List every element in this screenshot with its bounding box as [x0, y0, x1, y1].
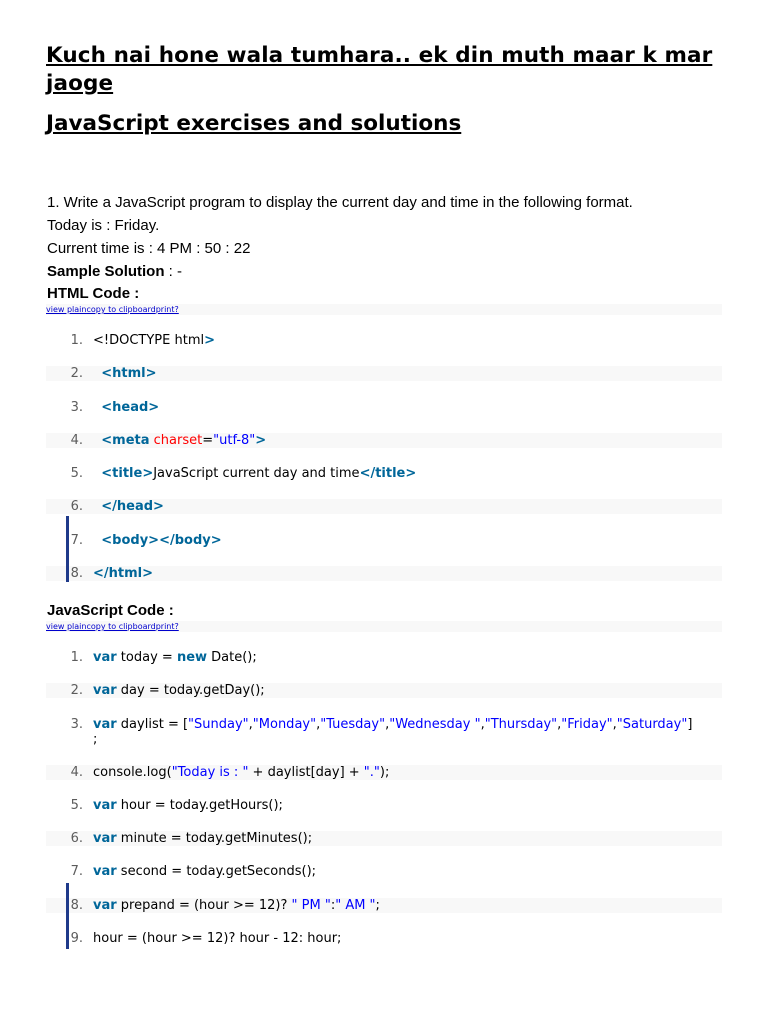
tag-html: <html> — [101, 366, 157, 382]
keyword: new — [176, 650, 208, 665]
line-number: 4. — [70, 432, 83, 448]
string-literal: " AM " — [335, 897, 376, 913]
string-literal: "Thursday" — [484, 716, 558, 732]
problem-example-day: Today is : Friday. — [47, 217, 160, 234]
line-number: 6. — [70, 831, 83, 847]
keyword: var — [93, 864, 117, 880]
line-number: 8. — [70, 566, 83, 582]
string-literal: "Monday" — [252, 716, 317, 732]
code-text: prepand = (hour >= 12)? — [116, 897, 292, 913]
tag-body: <body></body> — [101, 532, 222, 548]
comma: , — [557, 716, 562, 732]
code-text: ; — [375, 897, 380, 913]
string-literal: "Friday" — [561, 716, 613, 732]
code-line — [46, 499, 722, 514]
js-code-label: JavaScript Code : — [47, 602, 174, 619]
code-line — [46, 864, 722, 879]
string-literal: " PM " — [291, 897, 331, 913]
comma: , — [612, 716, 617, 732]
html-code-label: HTML Code : — [47, 285, 140, 302]
line-number: 1. — [70, 650, 83, 665]
string-literal: "Tuesday" — [320, 716, 386, 732]
tag-head-close: </head> — [101, 499, 164, 515]
code-line — [46, 931, 722, 946]
print-link[interactable]: print — [155, 622, 175, 631]
problem-statement: 1. Write a JavaScript program to display the current day and time in the following format. — [47, 194, 633, 211]
code-line — [46, 400, 722, 415]
code-text: : — [330, 897, 336, 913]
string-literal: "Today is : " — [171, 764, 249, 780]
line-number: 5. — [70, 466, 83, 482]
line-number: 2. — [70, 683, 83, 699]
sample-solution-suffix: : - — [164, 263, 183, 280]
string-literal: "Sunday" — [188, 716, 249, 732]
tag-close: > — [204, 333, 216, 348]
print-link[interactable]: print — [155, 305, 175, 314]
code-line — [46, 466, 722, 481]
line-number: 3. — [70, 399, 83, 415]
code-line — [46, 650, 722, 665]
keyword: var — [93, 650, 117, 665]
code-line — [46, 831, 722, 846]
comma: , — [385, 716, 390, 732]
help-link[interactable]: ? — [174, 622, 179, 631]
string-literal: "Wednesday " — [389, 716, 481, 732]
js-code-block — [46, 650, 722, 964]
sample-solution-text: Sample Solution — [47, 263, 165, 280]
view-plain-link[interactable]: view plain — [46, 305, 87, 314]
tag-meta: <meta — [101, 432, 150, 448]
line-number: 3. — [70, 716, 83, 732]
attr-equals: = — [202, 432, 214, 448]
title-text: JavaScript current day and time — [153, 466, 360, 482]
keyword: var — [93, 897, 117, 913]
code-line — [46, 566, 722, 581]
code-text: hour = today.getHours(); — [116, 797, 283, 813]
comma: , — [316, 716, 321, 732]
attr-charset: charset — [153, 432, 203, 448]
tag-close: > — [255, 432, 267, 448]
code-line — [46, 366, 722, 381]
line-number: 7. — [70, 864, 83, 880]
code-line — [46, 683, 722, 698]
keyword: var — [93, 797, 117, 813]
code-text: hour = (hour >= 12)? hour - 12: hour; — [93, 931, 342, 947]
tag-html-close: </html> — [93, 566, 154, 582]
line-number: 7. — [70, 532, 83, 548]
line-number: 2. — [70, 366, 83, 382]
code-line — [46, 898, 722, 913]
view-plain-link[interactable]: view plain — [46, 622, 87, 631]
html-code-block — [46, 333, 722, 599]
page-title: Kuch nai hone wala tumhara.. ek din muth maar k mar jaoge — [46, 43, 713, 96]
keyword: var — [93, 831, 117, 847]
tag-head: <head> — [101, 399, 160, 415]
code-text: + daylist[day] + — [248, 764, 364, 780]
code-line — [46, 798, 722, 813]
line-number: 6. — [70, 499, 83, 515]
code-text: ] — [687, 716, 693, 732]
line-number: 1. — [70, 333, 83, 348]
code-text: second = today.getSeconds(); — [116, 864, 317, 880]
html-code-toolbar — [46, 304, 722, 315]
code-text: today = — [116, 650, 177, 665]
code-text: ); — [379, 764, 390, 780]
copy-to-clipboard-link[interactable]: copy to clipboard — [86, 622, 156, 631]
line-number: 8. — [70, 897, 83, 913]
code-line — [46, 717, 722, 747]
copy-to-clipboard-link[interactable]: copy to clipboard — [86, 305, 156, 314]
line-number: 4. — [70, 764, 83, 780]
code-text: day = today.getDay(); — [116, 683, 265, 699]
code-line — [46, 533, 722, 548]
line-number: 9. — [70, 931, 83, 947]
code-text: daylist = [ — [116, 716, 189, 732]
code-text: Date(); — [207, 650, 257, 665]
code-text: console.log( — [93, 764, 172, 780]
section-title: JavaScript exercises and solutions — [46, 111, 462, 136]
code-gutter-marker — [66, 883, 69, 949]
string-literal: "." — [363, 764, 380, 780]
code-text: ; — [93, 731, 98, 747]
code-line — [46, 333, 722, 348]
attr-value: "utf-8" — [213, 432, 256, 448]
comma: , — [480, 716, 485, 732]
string-literal: "Saturday" — [616, 716, 688, 732]
help-link[interactable]: ? — [174, 305, 179, 314]
code-gutter-marker — [66, 516, 69, 582]
keyword: var — [93, 683, 117, 699]
doctype-text: <!DOCTYPE html — [93, 333, 205, 348]
comma: , — [248, 716, 253, 732]
code-text: minute = today.getMinutes(); — [116, 831, 313, 847]
keyword: var — [93, 716, 117, 732]
js-code-toolbar — [46, 621, 722, 632]
sample-solution-label — [47, 262, 182, 282]
code-line — [46, 433, 722, 448]
tag-title-open: <title> — [101, 466, 154, 482]
code-line — [46, 765, 722, 780]
line-number: 5. — [70, 797, 83, 813]
tag-title-close: </title> — [359, 466, 417, 482]
problem-example-time: Current time is : 4 PM : 50 : 22 — [47, 240, 251, 257]
